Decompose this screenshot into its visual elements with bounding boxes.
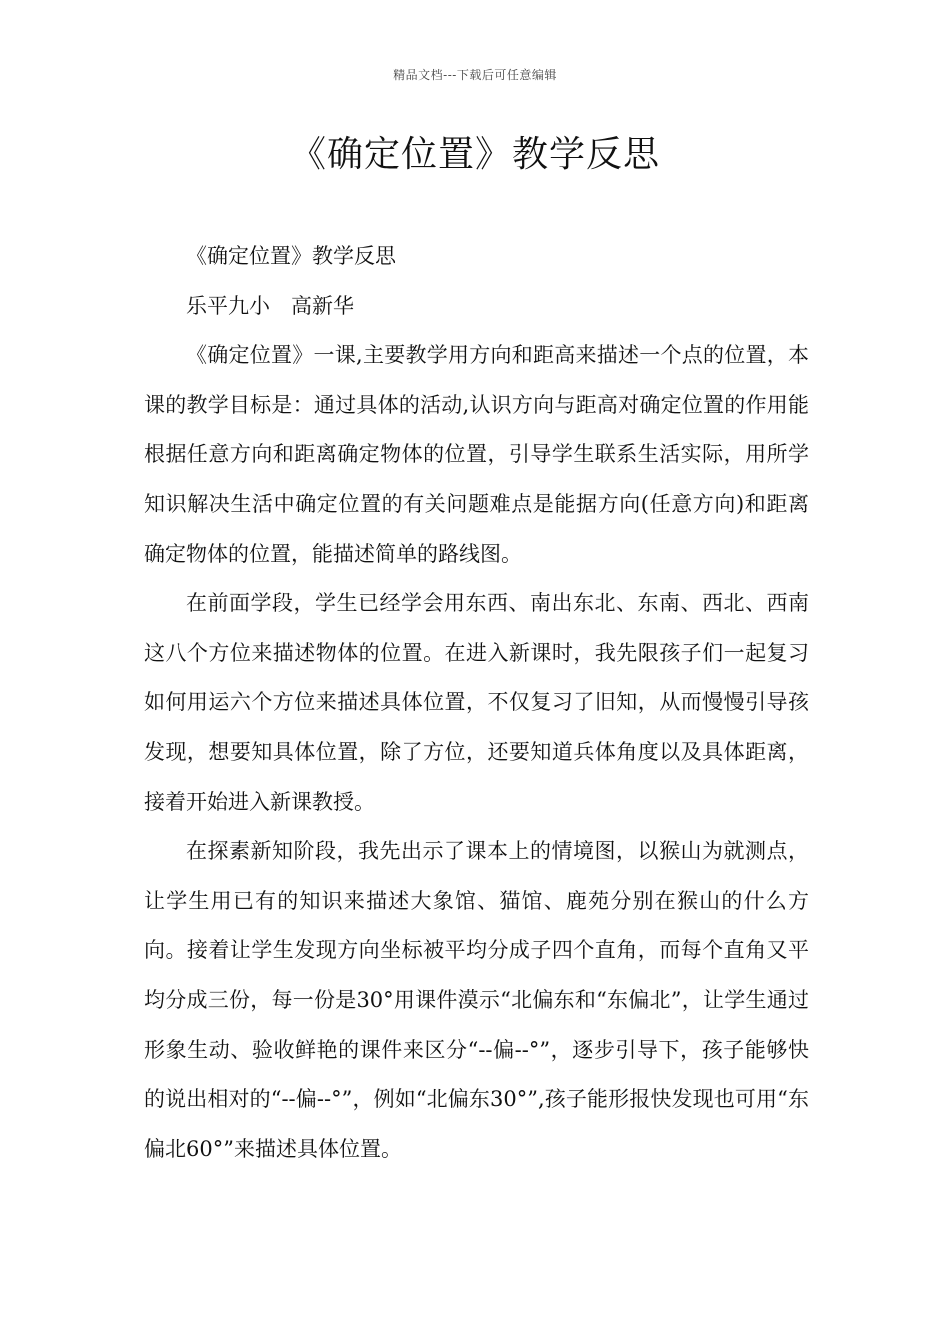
- paragraph-review: 在前面学段，学生已经学会用东西、南出东北、东南、西北、西南这八个方位来描述物体的位置。在进入新课时，我先限孩子们一起复习如何用运六个方位来描述具体位置，不仅复习了旧知，从而慢慢引导孩发现，想要知具体位置，除了方位，还要知道兵体角度以及具体距离，接着开始进入新课教授。: [144, 591, 809, 814]
- paragraph-exploration: 在探素新知阶段，我先出示了课本上的情境图，以猴山为就测点，让学生用已有的知识来描述大象馆、猫馆、鹿苑分别在猴山的什么方向。接着让学生发现方向坐标被平均分成子四个直角，而每个直角又平均分成三份，每一份是30°用课件漠示“北偏东和“东偏北”，让学生通过形象生动、验收鲜艳的课件来区分“--偏--°”，逐步引导下，孩子能够快的说出相对的“--偏--°”，例如“北偏东30°”,孩子能形报快发现也可用“东偏北60°”来描述具体位置。: [144, 839, 809, 1161]
- page-header-note: 精品文档---下载后可任意编辑: [393, 68, 557, 82]
- document-subtitle: 《确定位置》教学反思: [186, 244, 396, 268]
- document-title: 《确定位置》教学反思: [289, 134, 660, 175]
- author-line: 乐平九小 高新华: [186, 293, 354, 318]
- paragraph-intro: 《确定位置》一课,主要教学用方向和距高来描述一个点的位置，本课的教学目标是：通过具体的活动,认识方向与距高对确定位置的作用能根据任意方向和距离确定物体的位置，引导学生联系生活实际，用所学知识解决生活中确定位置的有关问题难点是能据方向(任意方向)和距离确定物体的位置，能描述简单的路线图。: [144, 343, 809, 566]
- document-body: [144, 232, 809, 1174]
